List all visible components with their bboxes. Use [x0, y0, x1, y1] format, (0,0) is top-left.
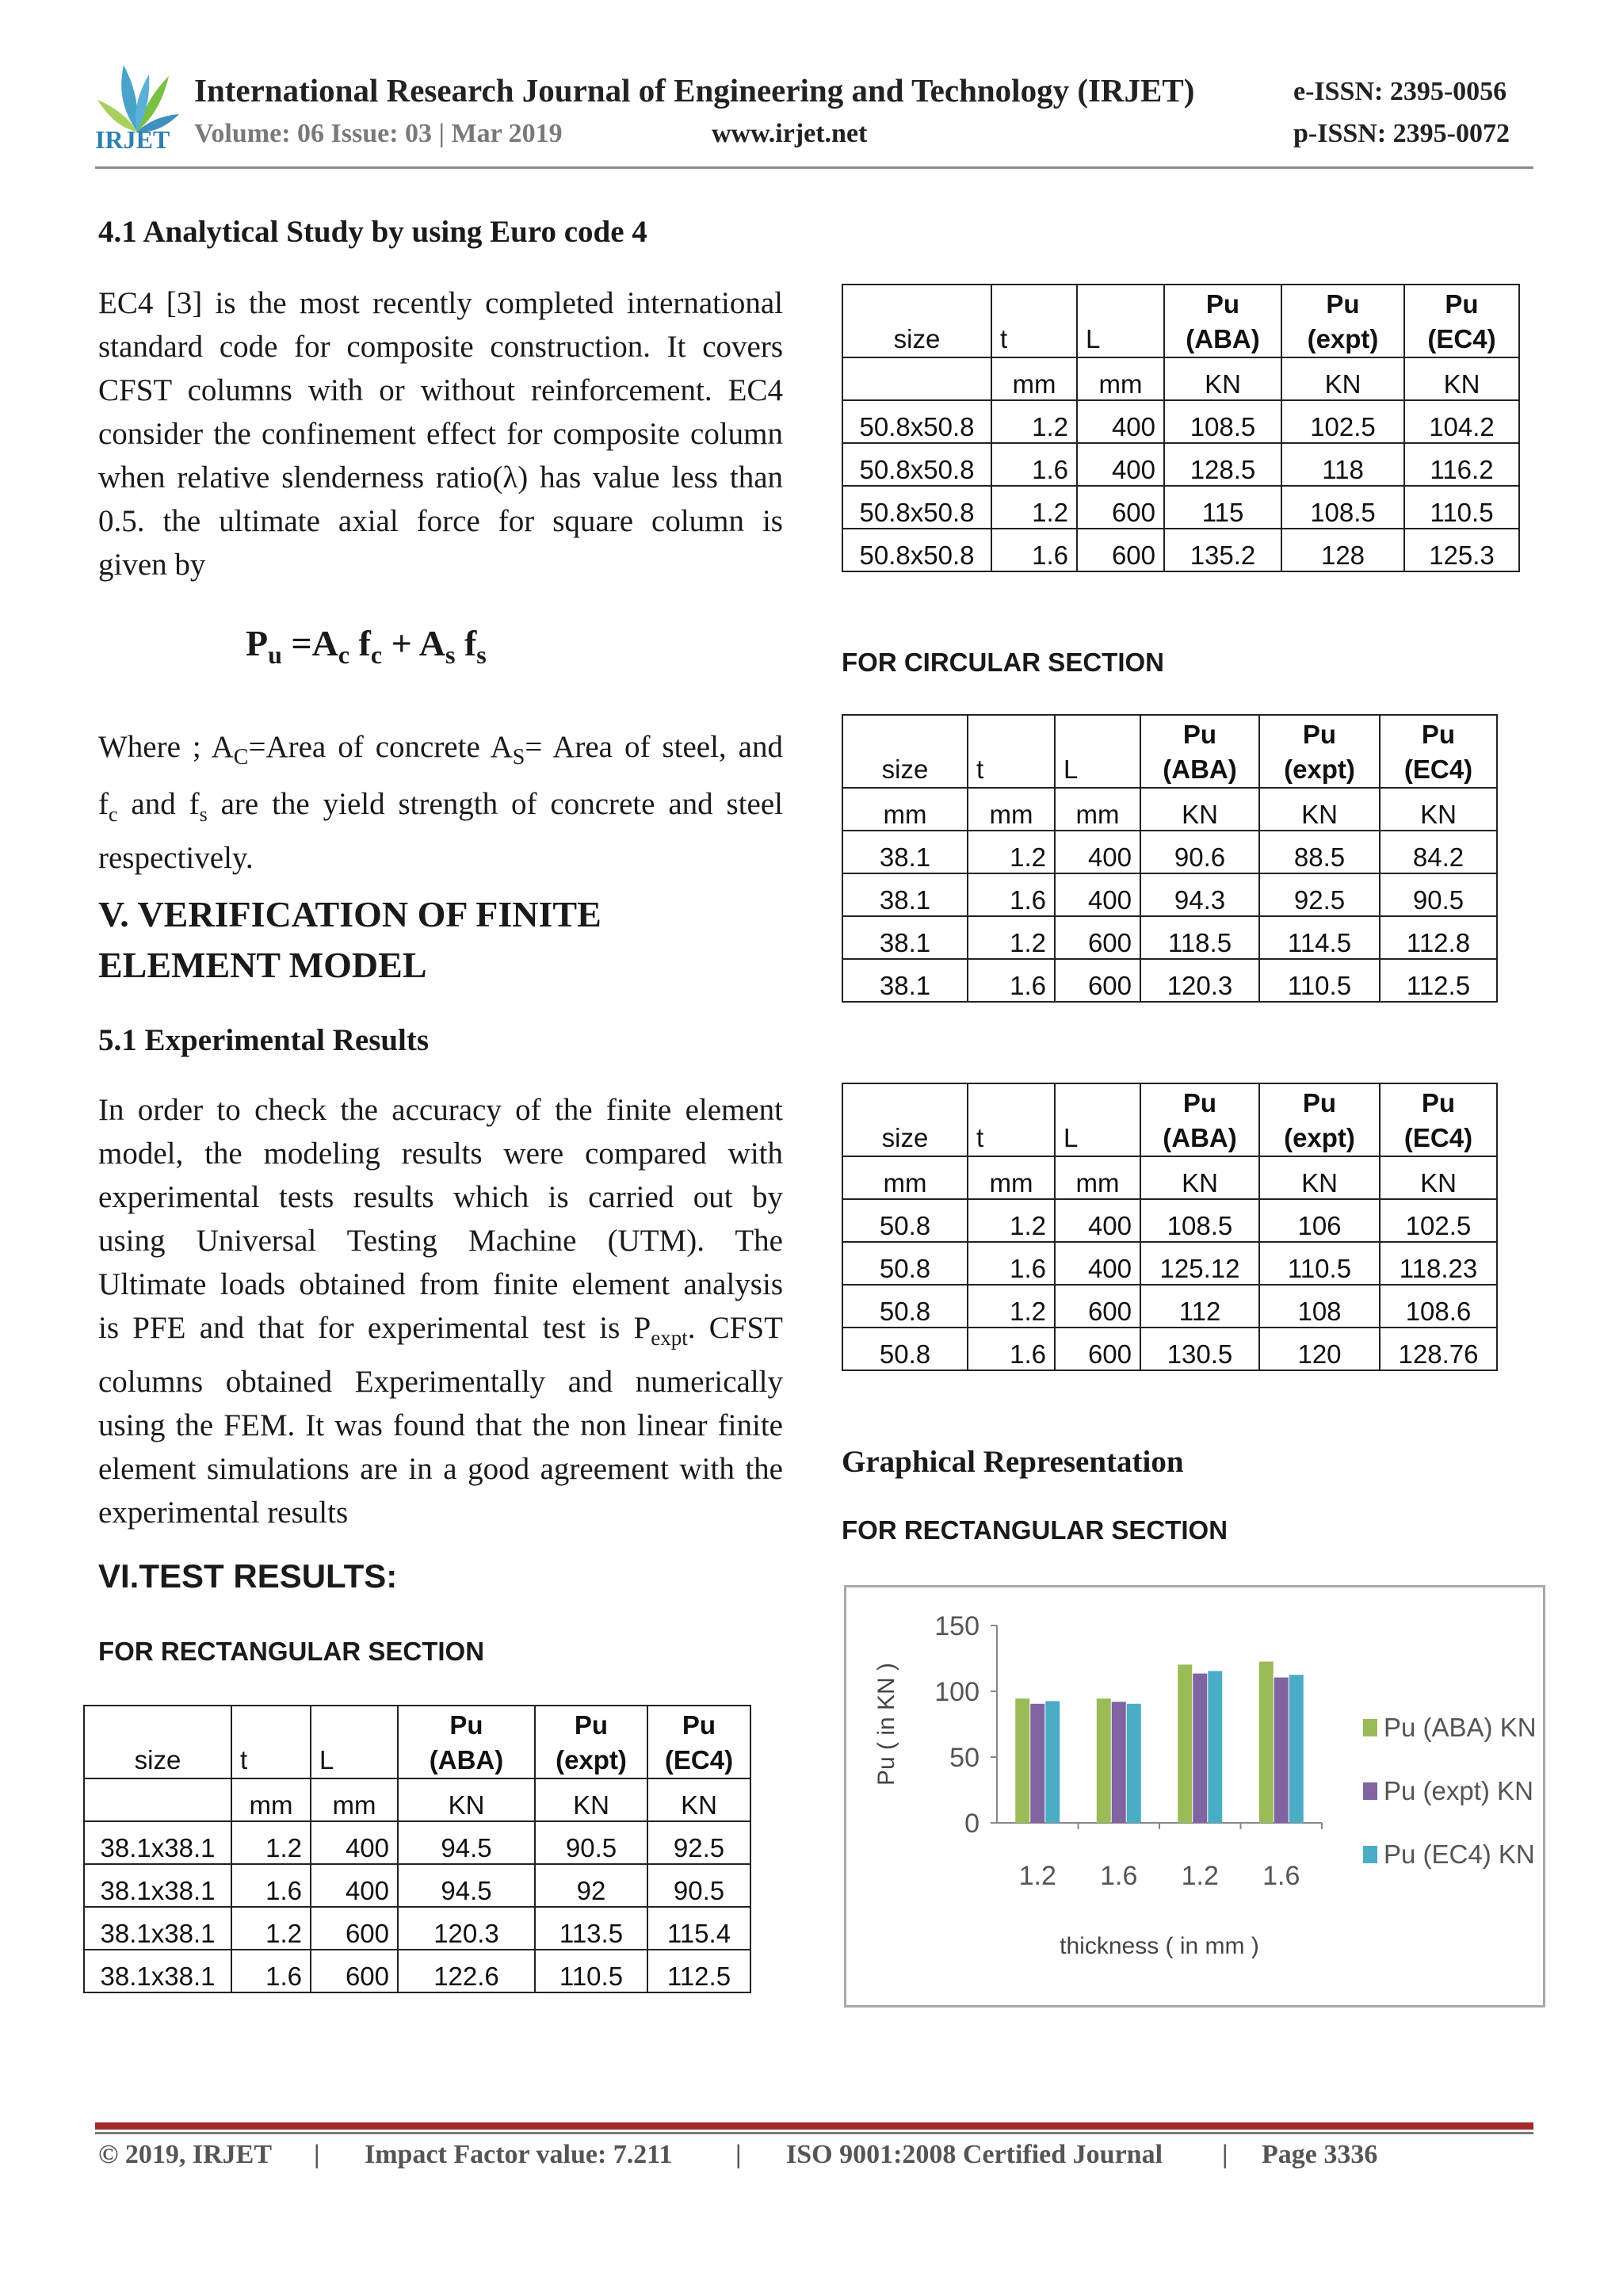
footer-copyright: © 2019, IRJET [98, 2140, 273, 2169]
bar [1193, 1674, 1207, 1823]
table-row: 38.1 1.2 600 118.5 114.5 112.8 [842, 916, 1497, 959]
table-row: 50.8x50.8 1.2 400 108.5 102.5 104.2 [842, 400, 1519, 443]
bar-chart [844, 1585, 1545, 2008]
col-header-size: size [842, 285, 991, 357]
chart-svg [846, 1587, 1543, 2005]
unit-cell: KN [398, 1778, 535, 1821]
unit-cell: KN [1380, 788, 1497, 831]
paragraph-line: using Universal Testing Machine (UTM). The [98, 1224, 783, 1258]
unit-cell: KN [1259, 1156, 1380, 1199]
rect-section-caption: FOR RECTANGULAR SECTION [98, 1637, 485, 1666]
journal-website[interactable]: www.irjet.net [712, 119, 868, 148]
paragraph-line: CFST columns with or without reinforcement. EC4 [98, 373, 783, 407]
col-header-size: size [842, 715, 968, 788]
col-header-t: t [968, 1083, 1055, 1156]
table-rect-38 [83, 1705, 751, 1993]
col-header-t: t [991, 285, 1077, 357]
unit-cell: KN [1164, 357, 1281, 400]
section-5-heading: V. VERIFICATION OF FINITE ELEMENT MODEL [98, 894, 601, 985]
col-header-pu-aba: Pu (ABA) [1140, 715, 1259, 788]
paragraph-line: In order to check the accuracy of the finite element [98, 1093, 783, 1127]
table-row: 50.8 1.6 600 130.5 120 128.76 [842, 1328, 1497, 1370]
paragraph-line: Ultimate loads obtained from finite element analysis [98, 1267, 783, 1301]
col-header-t: t [231, 1706, 311, 1778]
unit-cell: KN [647, 1778, 750, 1821]
unit-cell: mm [968, 788, 1055, 831]
eissn: e-ISSN: 2395-0056 [1293, 77, 1507, 106]
paragraph-line: 0.5. the ultimate axial force for square column is [98, 504, 783, 538]
col-header-size: size [842, 1083, 968, 1156]
irjet-logo [94, 59, 181, 154]
legend-label: Pu (EC4) KN [1384, 1839, 1535, 1869]
col-header-L: L [1055, 715, 1140, 788]
col-header-pu-ec4: Pu (EC4) [1404, 285, 1519, 357]
col-header-pu-aba: Pu (ABA) [1140, 1083, 1259, 1156]
bar [1030, 1704, 1044, 1823]
col-header-L: L [311, 1706, 398, 1778]
logo-text: IRJET [95, 125, 170, 154]
paragraph-line: columns obtained Experimentally and numerically [98, 1364, 783, 1399]
journal-title: International Research Journal of Engineering and Technology (IRJET) [194, 72, 1195, 109]
unit-cell: mm [842, 1156, 968, 1199]
unit-cell: KN [1380, 1156, 1497, 1199]
x-tick-label: 1.6 [1100, 1861, 1138, 1891]
unit-cell: mm [842, 788, 968, 831]
graph-heading: Graphical Representation [842, 1445, 1184, 1479]
unit-cell: mm [1055, 1156, 1140, 1199]
bar [1178, 1664, 1192, 1823]
paragraph-line: respectively. [98, 840, 254, 875]
paragraph-line: experimental tests results which is carried out by [98, 1180, 783, 1214]
unit-cell: mm [968, 1156, 1055, 1199]
col-header-pu-expt: Pu (expt) [1281, 285, 1404, 357]
table-circ-50 [842, 1083, 1498, 1371]
section-4-1-heading: 4.1 Analytical Study by using Euro code 4 [98, 215, 647, 249]
col-header-pu-aba: Pu (ABA) [398, 1706, 535, 1778]
unit-cell: mm [1077, 357, 1164, 400]
footer-separator: | [735, 2140, 742, 2169]
paragraph-line: consider the confinement effect for composite column [98, 417, 783, 451]
pissn: p-ISSN: 2395-0072 [1293, 119, 1510, 148]
col-header-L: L [1055, 1083, 1140, 1156]
bar [1259, 1661, 1274, 1823]
unit-cell: mm [231, 1778, 311, 1821]
legend-swatch [1363, 1782, 1377, 1800]
paragraph-line: model, the modeling results were compared with [98, 1137, 783, 1171]
col-header-L: L [1077, 285, 1164, 357]
bar [1097, 1698, 1111, 1823]
paragraph-line: experimental results [98, 1495, 349, 1530]
x-tick-label: 1.2 [1181, 1861, 1219, 1891]
x-axis-label: thickness ( in mm ) [1060, 1933, 1259, 1959]
footer-separator: | [1222, 2140, 1228, 2169]
table-rect-50 [842, 284, 1520, 572]
footer-impact-factor: Impact Factor value: 7.211 [365, 2140, 673, 2169]
paragraph-line: standard code for composite construction. It covers [98, 330, 783, 364]
x-tick-label: 1.6 [1262, 1861, 1300, 1891]
y-tick-label: 0 [964, 1809, 980, 1839]
table-row: 38.1 1.6 600 120.3 110.5 112.5 [842, 959, 1497, 1002]
legend-label: Pu (ABA) KN [1384, 1713, 1537, 1742]
bar [1015, 1698, 1029, 1823]
legend-swatch [1363, 1846, 1377, 1863]
circular-section-caption: FOR CIRCULAR SECTION [842, 648, 1164, 677]
col-header-pu-expt: Pu (expt) [1259, 1083, 1380, 1156]
unit-cell: KN [535, 1778, 647, 1821]
unit-cell: KN [1404, 357, 1519, 400]
paragraph-line: element simulations are in a good agreement with the [98, 1451, 783, 1486]
footer-separator: | [314, 2140, 320, 2169]
section-6-heading: VI.TEST RESULTS: [98, 1557, 398, 1595]
table-circ-38 [842, 714, 1498, 1003]
footer-iso: ISO 9001:2008 Certified Journal [786, 2140, 1163, 2169]
bar [1208, 1671, 1222, 1823]
table-row: 38.1x38.1 1.6 400 94.5 92 90.5 [84, 1864, 750, 1907]
col-header-size: size [84, 1706, 231, 1778]
unit-cell: mm [311, 1778, 398, 1821]
col-header-pu-ec4: Pu (EC4) [647, 1706, 750, 1778]
table-row: 50.8x50.8 1.6 400 128.5 118 116.2 [842, 443, 1519, 486]
table-row: 50.8 1.2 400 108.5 106 102.5 [842, 1199, 1497, 1242]
table-row: 38.1x38.1 1.6 600 122.6 110.5 112.5 [84, 1950, 750, 1992]
bar [1045, 1701, 1060, 1823]
y-axis-label: Pu ( in KN ) [873, 1662, 899, 1786]
paragraph-experimental: In order to check the accuracy of the finite element model, the modeling results were compared with experimental tests results which is carried out by using Universal Testing Machine (UTM). The Ultimate loads obtained from finite element analysis is PFE and that for experimental test is $P_{expt}$. CFST columns obtained Experimentally and numerically using the FEM. It was found that the non linear finite element simulations are in a good agreement with the experimental results [98, 1088, 783, 1534]
paragraph-ec4 [98, 281, 783, 586]
legend-swatch [1363, 1719, 1377, 1736]
table-row: 38.1 1.2 400 90.6 88.5 84.2 [842, 831, 1497, 873]
paragraph-where: Where ; $A_C=Area$ of concrete $A_S=$ Area of steel, and $f_c$ and $f_s$ are the yield strength of concrete and steel respectively. [98, 723, 783, 880]
col-header-pu-ec4: Pu (EC4) [1380, 715, 1497, 788]
unit-cell: KN [1140, 1156, 1259, 1199]
paragraph-line: EC4 [3] is the most recently completed international [98, 286, 783, 320]
col-header-pu-ec4: Pu (EC4) [1380, 1083, 1497, 1156]
bar [1289, 1675, 1304, 1823]
bar [1112, 1702, 1126, 1823]
footer-divider-red [95, 2122, 1533, 2130]
legend-label: Pu (expt) KN [1384, 1776, 1533, 1805]
graph-caption: FOR RECTANGULAR SECTION [842, 1515, 1228, 1545]
table-row: 38.1x38.1 1.2 600 120.3 113.5 115.4 [84, 1907, 750, 1950]
y-tick-label: 100 [934, 1677, 980, 1707]
col-header-pu-expt: Pu (expt) [1259, 715, 1380, 788]
footer-divider-gray [95, 2132, 1533, 2134]
table-row: 38.1x38.1 1.2 400 94.5 90.5 92.5 [84, 1821, 750, 1864]
table-row: 50.8x50.8 1.6 600 135.2 128 125.3 [842, 529, 1519, 571]
unit-cell: mm [991, 357, 1077, 400]
section-5-1-heading: 5.1 Experimental Results [98, 1023, 430, 1057]
table-row: 50.8 1.2 600 112 108 108.6 [842, 1285, 1497, 1328]
paragraph-line: given by [98, 548, 206, 582]
footer-page: Page 3336 [1262, 2140, 1378, 2169]
paragraph-line: using the FEM. It was found that the non linear finite [98, 1408, 783, 1442]
y-tick-label: 50 [949, 1743, 980, 1773]
y-tick-label: 150 [934, 1611, 980, 1641]
unit-cell: mm [1055, 788, 1140, 831]
unit-cell: KN [1281, 357, 1404, 400]
col-header-t: t [968, 715, 1055, 788]
formula-pu: $P_u =A_c$ $f_c + A_s$ $f_s$ [246, 623, 487, 670]
header-divider [95, 166, 1533, 169]
bar [1274, 1678, 1289, 1823]
table-row: 50.8 1.6 400 125.12 110.5 118.23 [842, 1242, 1497, 1285]
volume-issue: Volume: 06 Issue: 03 | Mar 2019 [194, 119, 563, 148]
paragraph-line: when relative slenderness ratio(λ) has value less than [98, 460, 783, 495]
col-header-pu-expt: Pu (expt) [535, 1706, 647, 1778]
unit-cell: KN [1259, 788, 1380, 831]
x-tick-label: 1.2 [1018, 1861, 1056, 1891]
unit-cell: KN [1140, 788, 1259, 831]
table-row: 38.1 1.6 400 94.3 92.5 90.5 [842, 873, 1497, 916]
table-row: 50.8x50.8 1.2 600 115 108.5 110.5 [842, 486, 1519, 529]
col-header-pu-aba: Pu (ABA) [1164, 285, 1281, 357]
bar [1127, 1704, 1141, 1823]
